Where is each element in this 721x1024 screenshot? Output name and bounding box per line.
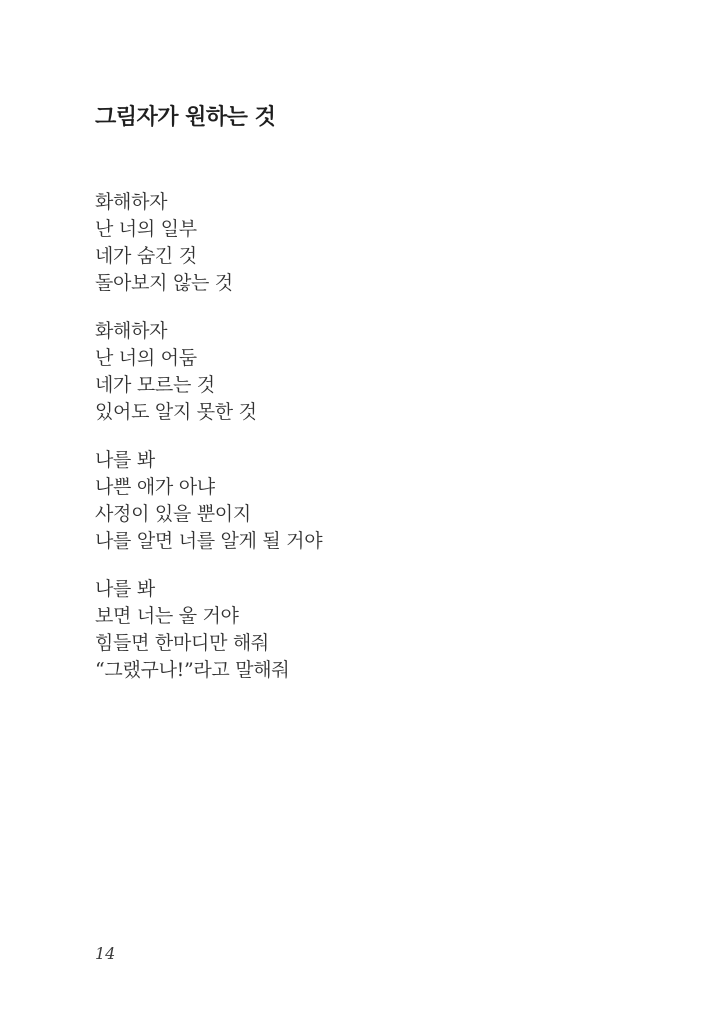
- stanza-4: [95, 576, 322, 684]
- poem-line: “그랬구나!”라고 말해줘: [95, 659, 290, 681]
- poem-line: 있어도 알지 못한 것: [95, 401, 257, 423]
- poem-line: 네가 모르는 것: [95, 374, 215, 396]
- page-number: 14: [95, 944, 116, 963]
- poem-line: 나를 봐: [95, 578, 155, 600]
- poem-line: 돌아보지 않는 것: [95, 272, 233, 294]
- poem-line: 난 너의 일부: [95, 218, 197, 240]
- stanza-2: [95, 318, 322, 426]
- poem-line: 보면 너는 울 거야: [95, 605, 239, 627]
- stanza-3: [95, 447, 322, 555]
- stanza-1: [95, 189, 322, 297]
- poem-title: 그림자가 원하는 것: [95, 104, 276, 130]
- poem-line: 화해하자: [95, 320, 168, 342]
- poem-body: [95, 189, 322, 705]
- poem-line: 사정이 있을 뿐이지: [95, 503, 251, 525]
- poem-line: 네가 숨긴 것: [95, 245, 197, 267]
- poem-line: 난 너의 어둠: [95, 347, 197, 369]
- poem-line: 나를 봐: [95, 449, 155, 471]
- poem-line: 화해하자: [95, 191, 168, 213]
- poem-line: 나를 알면 너를 알게 될 거야: [95, 530, 323, 552]
- poem-line: 나쁜 애가 아냐: [95, 476, 215, 498]
- poem-line: 힘들면 한마디만 해줘: [95, 632, 269, 654]
